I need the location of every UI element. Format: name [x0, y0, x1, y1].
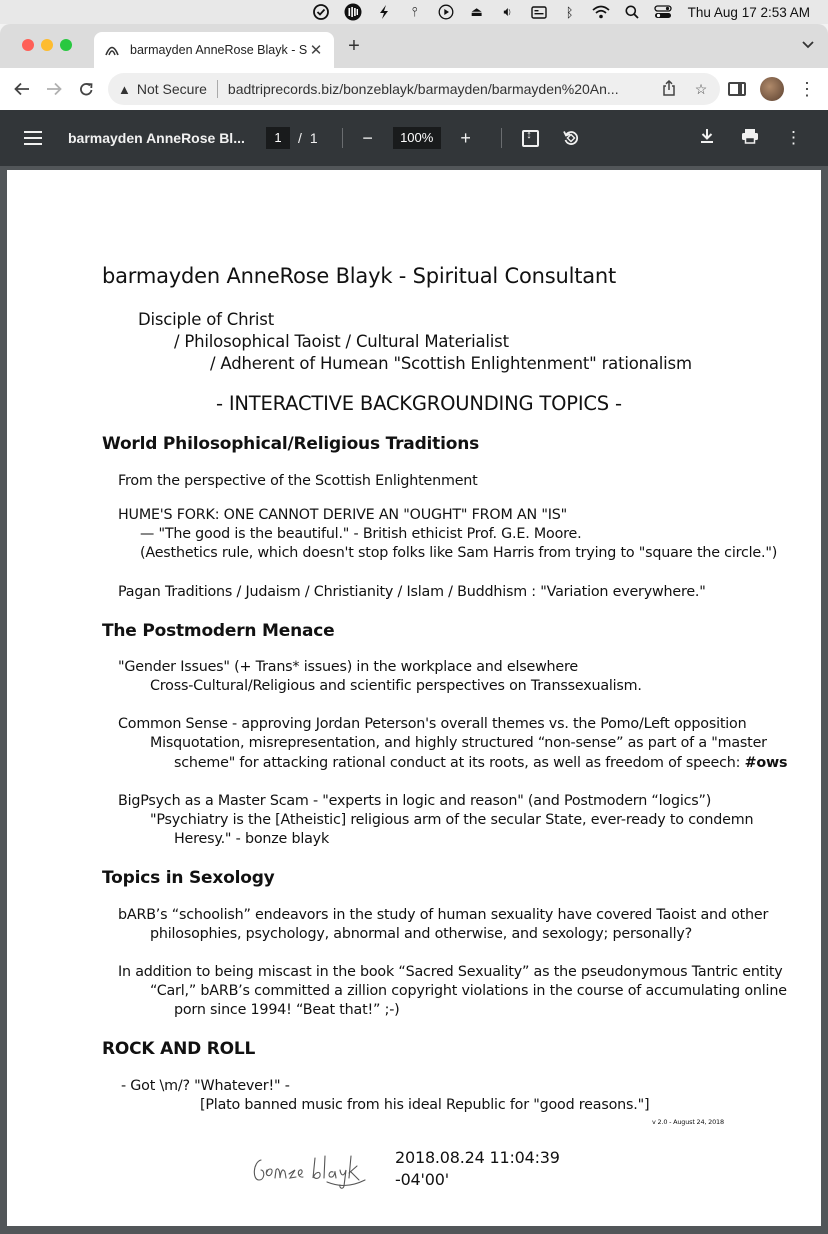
share-icon[interactable] [660, 80, 678, 99]
role-line: / Adherent of Humean "Scottish Enlightenment" rationalism [210, 354, 692, 373]
hashtag: #ows [744, 755, 788, 771]
pdf-page [7, 170, 821, 1226]
print-icon[interactable] [741, 128, 759, 149]
browser-toolbar [0, 68, 828, 110]
side-panel-icon[interactable] [728, 82, 746, 96]
role-line: Disciple of Christ [138, 310, 274, 329]
download-icon[interactable] [699, 128, 715, 149]
signature-date: 2018.08.24 11:04:39 [395, 1148, 560, 1167]
body-line: philosophies, psychology, abnormal and otherwise, and sexology; personally? [150, 926, 693, 942]
pdf-title: barmayden AnneRose Bl... [68, 130, 245, 146]
rotate-icon[interactable] [560, 127, 582, 149]
new-tab-button[interactable]: + [348, 35, 360, 57]
tab-search-chevron-icon[interactable] [802, 38, 814, 52]
section-banner: - INTERACTIVE BACKGROUNDING TOPICS - [216, 392, 622, 415]
url-text[interactable]: badtriprecords.biz/bonzeblayk/barmayden/barmayden%20An... [227, 81, 619, 97]
warning-triangle-icon[interactable]: ▲ [118, 81, 131, 97]
section-heading: World Philosophical/Religious Traditions [102, 434, 480, 454]
play-icon[interactable] [435, 4, 457, 20]
menu-bar-clock[interactable]: Thu Aug 17 2:53 AM [687, 4, 810, 20]
body-line: Pagan Traditions / Judaism / Christianity / Islam / Buddhism : "Variation everywhere." [118, 584, 706, 600]
version-note: v 2.0 - August 24, 2018 [652, 1118, 724, 1126]
search-icon[interactable] [621, 4, 643, 20]
body-line: In addition to being miscast in the book “Sacred Sexuality” as the pseudonymous Tantric entity [118, 964, 783, 980]
tab-strip [0, 24, 828, 68]
security-label[interactable]: Not Secure [136, 81, 207, 97]
bookmark-star-icon[interactable]: ☆ [694, 80, 708, 97]
document-title: barmayden AnneRose Blayk - Spiritual Consultant [102, 264, 617, 288]
body-line: Cross-Cultural/Religious and scientific perspectives on Transsexualism. [150, 678, 642, 694]
signature-timezone: -04'00' [395, 1170, 449, 1189]
page-separator: / [298, 130, 302, 146]
body-line [174, 755, 787, 771]
browser-menu-icon[interactable]: ⋮ [798, 79, 816, 99]
address-divider [217, 80, 218, 98]
body-line: Heresy." - bonze blayk [174, 831, 330, 847]
role-line: / Philosophical Taoist / Cultural Materialist [174, 332, 509, 351]
toolbar-right-controls [728, 68, 816, 110]
wifi-icon[interactable] [590, 4, 612, 20]
pdf-viewer-toolbar [0, 110, 828, 166]
body-line: — "The good is the beautiful." - British ethicist Prof. G.E. Moore. [140, 526, 582, 542]
usb-icon[interactable]: ⫯ [411, 4, 418, 19]
page-total: 1 [309, 130, 318, 146]
body-line: "Psychiatry is the [Atheistic] religious arm of the secular State, ever-ready to condemn [150, 812, 754, 828]
browser-window-chrome [0, 24, 828, 110]
eject-icon[interactable]: ⏏ [470, 4, 483, 19]
pdf-actions [699, 110, 802, 166]
tab-title: barmayden AnneRose Blayk - S [130, 43, 308, 57]
page-number-input[interactable]: 1 [266, 127, 290, 149]
close-window-button[interactable] [22, 39, 34, 51]
zoom-level-input[interactable]: 100% [393, 127, 441, 149]
close-tab-icon[interactable]: ✕ [309, 42, 323, 59]
body-text: scheme" for attacking rational conduct at its roots, as well as freedom of speech: [174, 755, 745, 771]
body-line: BigPsych as a Master Scam - "experts in logic and reason" (and Postmodern “logics”) [118, 793, 712, 809]
body-line: bARB’s “schoolish” endeavors in the study of human sexuality have covered Taoist and other [118, 907, 769, 923]
body-line: "Gender Issues" (+ Trans* issues) in the workplace and elsewhere [118, 659, 578, 675]
minimize-window-button[interactable] [41, 39, 53, 51]
menu-hamburger-icon[interactable] [24, 131, 42, 145]
zoom-in-icon[interactable]: + [460, 127, 471, 148]
bluetooth-icon[interactable]: ᛒ [565, 4, 574, 20]
body-line: [Plato banned music from his ideal Republic for "good reasons."] [200, 1097, 650, 1113]
body-line: “Carl,” bARB’s committed a zillion copyright violations in the course of accumulating online [150, 983, 787, 999]
volume-icon[interactable]: 🔉︎ [503, 4, 512, 19]
pdf-canvas[interactable] [0, 166, 828, 1234]
section-heading: The Postmodern Menace [102, 621, 335, 641]
section-heading: ROCK AND ROLL [102, 1039, 256, 1059]
control-center-icon[interactable] [652, 4, 674, 20]
macos-menu-bar [0, 0, 828, 24]
audio-bars-icon[interactable] [342, 4, 364, 20]
body-line: - Got \m/? "Whatever!" - [121, 1078, 290, 1094]
profile-avatar[interactable] [760, 77, 784, 101]
more-options-icon[interactable]: ⋮ [785, 128, 802, 147]
app-icon[interactable] [373, 4, 395, 20]
active-tab[interactable] [94, 32, 334, 68]
body-line: From the perspective of the Scottish Enlightenment [118, 473, 478, 489]
zoom-out-icon[interactable]: − [362, 127, 373, 148]
zoom-window-button[interactable] [60, 39, 72, 51]
handwritten-signature [249, 1150, 375, 1190]
page-favicon-icon [104, 42, 120, 58]
display-icon[interactable] [528, 4, 550, 20]
toolbar-divider [501, 128, 502, 148]
back-arrow-icon[interactable] [12, 79, 32, 99]
body-line: HUME'S FORK: ONE CANNOT DERIVE AN "OUGHT" FROM AN "IS" [118, 507, 567, 523]
toolbar-divider [342, 128, 343, 148]
section-heading: Topics in Sexology [102, 868, 275, 888]
fit-to-page-icon[interactable] [520, 127, 542, 149]
body-line: (Aesthetics rule, which doesn't stop folks like Sam Harris from trying to "square the circle.") [140, 545, 778, 561]
address-bar[interactable] [108, 73, 720, 105]
body-line: Common Sense - approving Jordan Peterson's overall themes vs. the Pomo/Left opposition [118, 716, 747, 732]
reload-icon[interactable] [76, 79, 96, 99]
checklist-icon[interactable] [311, 4, 333, 20]
forward-arrow-icon[interactable] [44, 79, 64, 99]
body-line: Misquotation, misrepresentation, and highly structured “non-sense” as part of a "master [150, 735, 767, 751]
body-line: porn since 1994! “Beat that!” ;-) [174, 1002, 400, 1018]
